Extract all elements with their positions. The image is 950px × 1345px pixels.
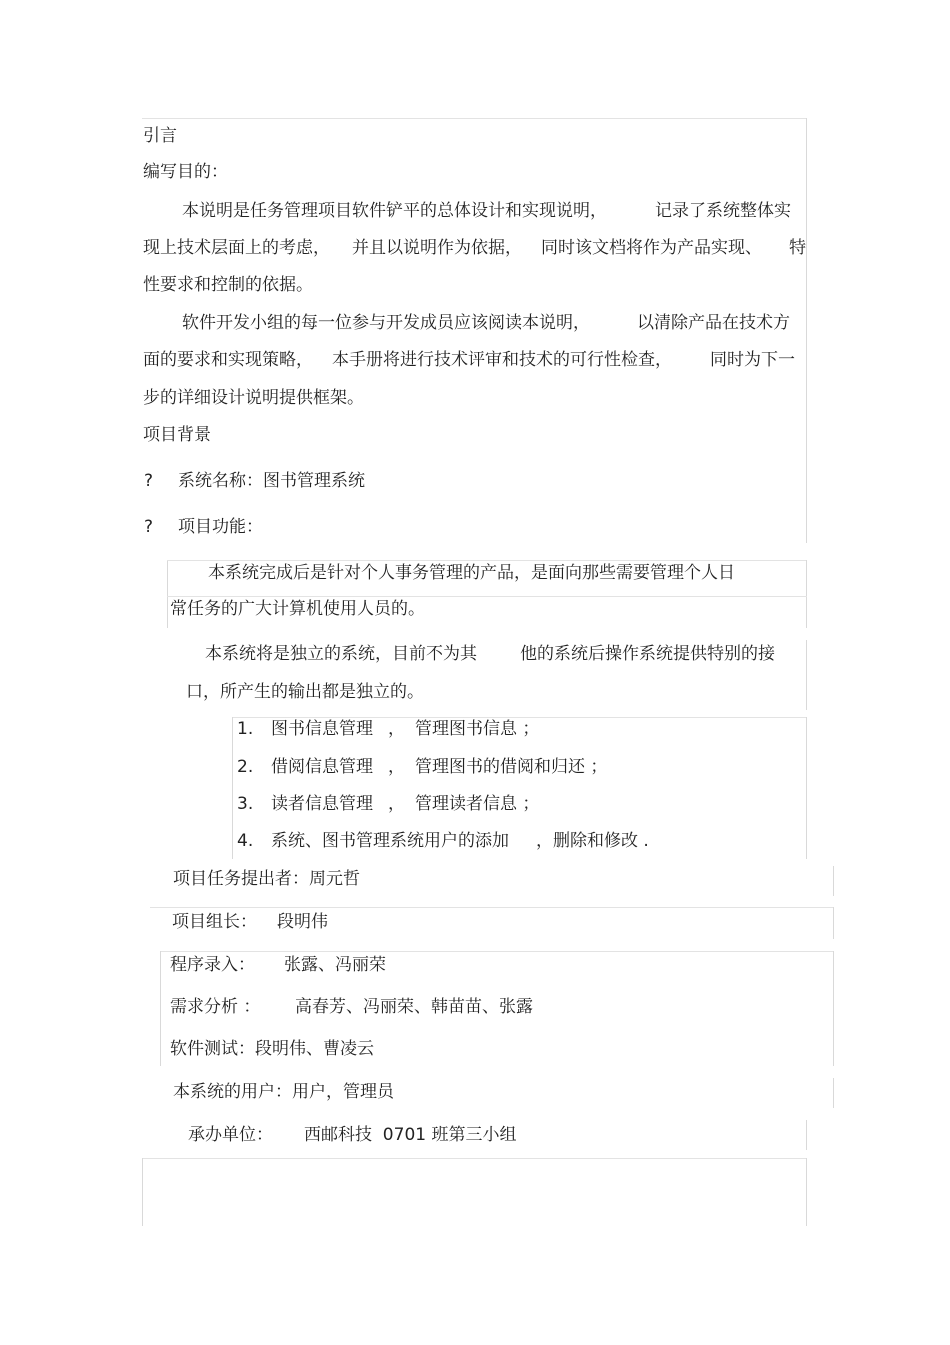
func-p1-line1: 本系统完成后是针对个人事务管理的产品，是面向那些需要管理个人日 — [208, 563, 735, 583]
func-p1-line2: 常任务的广大计算机使用人员的。 — [170, 599, 425, 619]
para1-line1: 本说明是任务管理项目软件铲平的总体设计和实现说明， — [182, 201, 607, 221]
testing-line: 软件测试：段明伟、曹凌云 — [170, 1039, 374, 1059]
purpose-label: 编写目的： — [143, 162, 228, 182]
para2-line3: 步的详细设计说明提供框架。 — [143, 388, 364, 408]
border-right-10 — [806, 1158, 807, 1226]
border-right-8 — [833, 1078, 834, 1108]
feature-name: 系统、图书管理系统用户的添加 — [271, 831, 509, 851]
para2-line1a: 软件开发小组的每一位参与开发成员应该阅读本说明， — [182, 313, 590, 333]
analysis-label: 需求分析 ： — [170, 997, 261, 1017]
analysis-names: 高春芳、冯丽荣、韩苗苗、张露 — [295, 997, 533, 1017]
feature-desc: 管理读者信息 ； — [415, 794, 540, 814]
border-h-2 — [167, 560, 807, 561]
border-right-5 — [833, 866, 834, 896]
border-h-3 — [167, 596, 807, 597]
bullet-function: ? — [144, 517, 154, 537]
leader-label: 项目组长： — [172, 912, 257, 932]
border-left-10 — [142, 1158, 143, 1226]
feature-sep: ，删除和修改 . — [536, 831, 649, 851]
bullet-system-name: ? — [144, 471, 154, 491]
org-label: 承办单位： — [188, 1125, 273, 1145]
border-right-2 — [806, 560, 807, 628]
entry-label: 程序录入： — [170, 955, 255, 975]
para1-line3: 性要求和控制的依据。 — [143, 275, 313, 295]
feature-name: 图书信息管理 — [271, 719, 373, 739]
border-right-7 — [833, 951, 834, 1066]
feature-name: 借阅信息管理 — [271, 757, 373, 777]
border-h-7 — [142, 1158, 807, 1159]
border-top — [142, 118, 807, 119]
para1-line2c: 同时该文档将作为产品实现、 — [541, 238, 762, 258]
feature-num: 4. — [237, 831, 254, 851]
system-name: 系统名称：图书管理系统 — [178, 471, 365, 491]
para2-line2c: 同时为下一 — [710, 350, 795, 370]
feature-num: 3. — [237, 794, 254, 814]
entry-names: 张露、冯丽荣 — [284, 955, 386, 975]
para2-line2b: 本手册将进行技术评审和技术的可行性检查， — [332, 350, 672, 370]
para2-line1b: 以清除产品在技术方 — [637, 313, 790, 333]
border-h-6 — [160, 951, 833, 952]
background-heading: 项目背景 — [143, 425, 211, 445]
border-h-5 — [150, 907, 833, 908]
border-right-1 — [806, 118, 807, 543]
border-left-6 — [160, 951, 161, 1066]
feature-name: 读者信息管理 — [271, 794, 373, 814]
border-right-3 — [806, 640, 807, 710]
border-right-6 — [833, 907, 834, 939]
feature-sep: ， — [388, 719, 405, 739]
users-line: 本系统的用户：用户，管理员 — [173, 1082, 394, 1102]
feature-num: 1. — [237, 719, 254, 739]
para1-line2d: 特 — [789, 238, 806, 258]
func-p2-line2: 口，所产生的输出都是独立的。 — [186, 682, 424, 702]
function-label: 项目功能： — [178, 517, 263, 537]
intro-heading: 引言 — [143, 126, 177, 146]
border-left-4 — [232, 717, 233, 859]
para1-line1b: 记录了系统整体实 — [655, 201, 791, 221]
para2-line2a: 面的要求和实现策略， — [143, 350, 313, 370]
feature-num: 2. — [237, 757, 254, 777]
task-proposer: 项目任务提出者：周元哲 — [173, 869, 360, 889]
feature-sep: ， — [388, 757, 405, 777]
feature-sep: ， — [388, 794, 405, 814]
border-right-4 — [806, 717, 807, 859]
feature-desc: 管理图书信息 ； — [415, 719, 540, 739]
para1-line2b: 并且以说明作为依据， — [352, 238, 522, 258]
border-left-2 — [167, 560, 168, 628]
leader-name: 段明伟 — [277, 912, 328, 932]
feature-desc: 管理图书的借阅和归还 ； — [415, 757, 608, 777]
para1-line2a: 现上技术层面上的考虑， — [143, 238, 330, 258]
border-right-9 — [806, 1120, 807, 1150]
func-p2-line1a: 本系统将是独立的系统，目前不为其 — [205, 644, 477, 664]
org-name: 西邮科技 0701 班第三小组 — [304, 1125, 517, 1145]
func-p2-line1b: 他的系统后操作系统提供特别的接 — [520, 644, 775, 664]
